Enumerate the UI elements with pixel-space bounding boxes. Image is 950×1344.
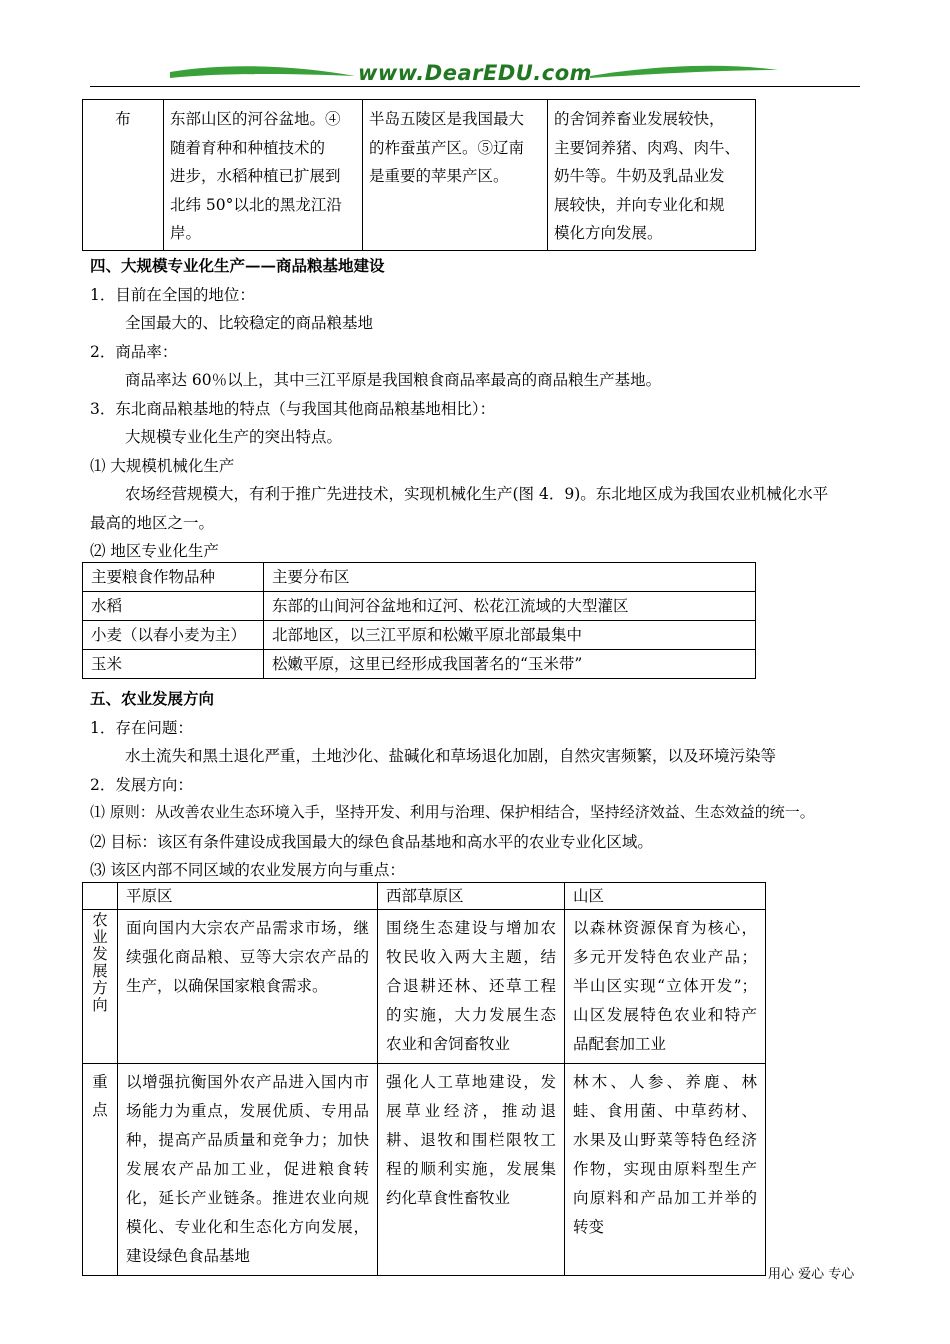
- s4-sub1-text-b: 最高的地区之一。: [90, 514, 215, 532]
- row-label: 重点: [83, 1064, 118, 1276]
- s4-p2-title: 2．商品率：: [90, 343, 178, 361]
- s4-p1-title: 1．目前在全国的地位：: [90, 286, 255, 304]
- table-row: [83, 910, 766, 1064]
- table-header: 山区: [565, 883, 766, 910]
- s4-sub1-text-a: 农场经营规模大，有利于推广先进技术，实现机械化生产(图 4．9)。东北地区成为我国农业机械化水平: [125, 485, 829, 503]
- table-row: [83, 650, 756, 679]
- continued-table: [82, 99, 756, 251]
- table1-col0: 布: [83, 100, 164, 251]
- page-footer: 用心 爱心 专心: [768, 1267, 855, 1282]
- s4-sub2-title: ⑵ 地区专业化生产: [90, 542, 219, 560]
- s5-p1-text: 水土流失和黑土退化严重，土地沙化、盐碱化和草场退化加剧，自然灾害频繁，以及环境污染等: [125, 747, 777, 765]
- table1-col3: 的舍饲养畜业发展较快， 主要饲养猪、肉鸡、肉牛、 奶牛等。牛奶及乳品业发 展较快，并向专业化和规 模化方向发展。: [548, 100, 756, 251]
- table-cell: 水稻: [83, 592, 264, 621]
- table-cell: 以森林资源保育为核心，多元开发特色农业产品；半山区实现“立体开发”；山区发展特色农业和特产品配套加工业: [565, 910, 766, 1064]
- table1-col1: 东部山区的河谷盆地。④ 随着育种和种植技术的 进步，水稻种植已扩展到 北纬 50°以北的黑龙江沿 岸。: [164, 100, 363, 251]
- table-row: [83, 883, 766, 910]
- s5-p2-title: 2．发展方向：: [90, 776, 193, 794]
- s4-p2-text: 商品率达 60％以上，其中三江平原是我国粮食商品率最高的商品粮生产基地。: [125, 371, 662, 389]
- row-label: 农业发展方向: [83, 910, 118, 1064]
- table-row: [83, 1064, 766, 1276]
- table-row: [83, 563, 756, 592]
- s5-p1-title: 1．存在问题：: [90, 719, 193, 737]
- table-cell: 围绕生态建设与增加农牧民收入两大主题，结合退耕还林、还草工程的实施，大力发展生态农业和舍饲畜牧业: [378, 910, 565, 1064]
- s5-d1: ⑴ 原则：从改善农业生态环境入手，坚持开发、利用与治理、保护相结合，坚持经济效益、生态效益的统一。: [90, 803, 815, 821]
- table-cell: 东部的山间河谷盆地和辽河、松花江流域的大型灌区: [264, 592, 756, 621]
- logo-text: www.DearEDU.com: [357, 61, 593, 85]
- section4-heading: 四、大规模专业化生产——商品粮基地建设: [90, 256, 385, 275]
- s5-d3: ⑶ 该区内部不同区域的农业发展方向与重点：: [90, 861, 405, 879]
- table-cell: 北部地区，以三江平原和松嫩平原北部最集中: [264, 621, 756, 650]
- s4-p3-text: 大规模专业化生产的突出特点。: [125, 428, 343, 446]
- header-rule: [90, 86, 860, 87]
- table-cell: 松嫩平原，这里已经形成我国著名的“玉米带”: [264, 650, 756, 679]
- table-header: 主要粮食作物品种: [83, 563, 264, 592]
- table-header: 西部草原区: [378, 883, 565, 910]
- section5-heading: 五、农业发展方向: [90, 689, 215, 708]
- development-table: [82, 882, 766, 1276]
- table-row: [83, 592, 756, 621]
- crop-distribution-table: [82, 562, 756, 679]
- table-cell: 玉米: [83, 650, 264, 679]
- table-cell: 林木、人参、养鹿、林蛙、食用菌、中草药材、水果及山野菜等特色经济作物，实现由原料型生产向原料和产品加工并举的转变: [565, 1064, 766, 1276]
- table-cell: 小麦（以春小麦为主）: [83, 621, 264, 650]
- table-header: 平原区: [118, 883, 378, 910]
- s4-sub1-title: ⑴ 大规模机械化生产: [90, 457, 235, 475]
- table-row: [83, 621, 756, 650]
- s5-d2: ⑵ 目标：该区有条件建设成我国最大的绿色食品基地和高水平的农业专业化区域。: [90, 833, 653, 851]
- table-cell: 强化人工草地建设，发展草业经济，推动退耕、退牧和围栏限牧工程的顺利实施，发展集约化草食性畜牧业: [378, 1064, 565, 1276]
- table1-col2: 半岛五陵区是我国最大 的柞蚕茧产区。⑤辽南 是重要的苹果产区。: [363, 100, 548, 251]
- s4-p3-title: 3．东北商品粮基地的特点（与我国其他商品粮基地相比）：: [90, 400, 496, 418]
- table-cell: 以增强抗衡国外农产品进入国内市场能力为重点，发展优质、专用品种，提高产品质量和竞争力；加快发展农产品加工业，促进粮食转化，延长产业链条。推进农业向规模化、专业化和生态化方向发展，建设绿色食品基地: [118, 1064, 378, 1276]
- table-header: [83, 883, 118, 910]
- s4-p1-text: 全国最大的、比较稳定的商品粮基地: [125, 314, 374, 332]
- table-cell: 面向国内大宗农产品需求市场，继续强化商品粮、豆等大宗农产品的生产，以确保国家粮食需求。: [118, 910, 378, 1064]
- table-header: 主要分布区: [264, 563, 756, 592]
